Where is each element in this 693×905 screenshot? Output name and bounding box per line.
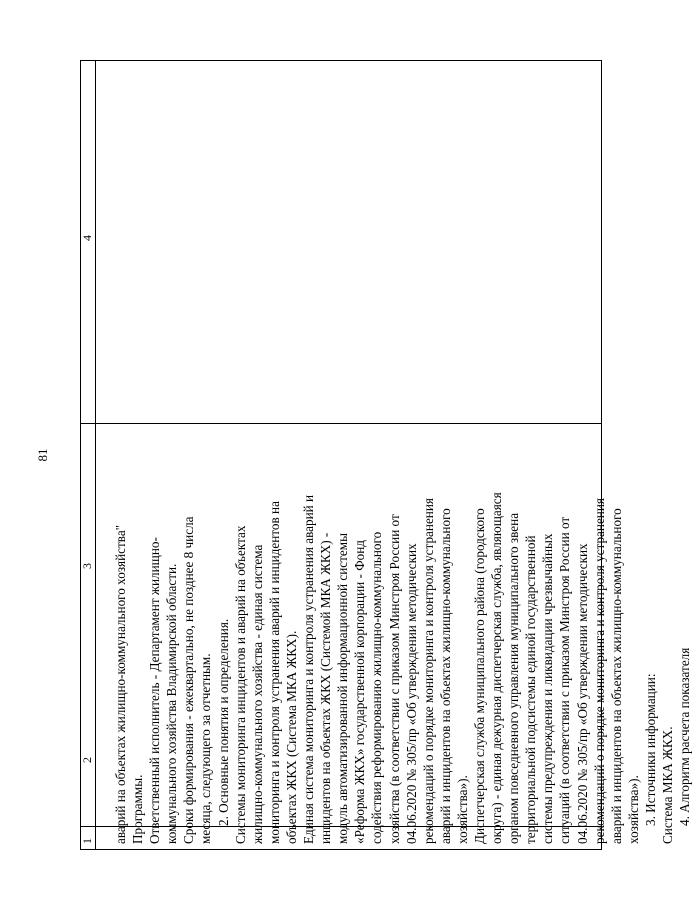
column-4-cell: [110, 64, 693, 848]
cell-text-line: Диспетчерская служба муниципального района (городского: [471, 508, 487, 844]
column-number-1: 1: [80, 838, 94, 844]
cell-text-line: модуль автоматизированной информационной системы: [335, 533, 351, 844]
cell-text-line: объектах ЖКХ (Система МКА ЖКХ).: [283, 630, 299, 844]
cell-text-line: инцидентов на объектах ЖКХ (Системой МКА ЖКХ) -: [318, 532, 334, 844]
cell-text-line: хозяйства (в соответствии с приказом Минстроя России от: [386, 514, 402, 844]
cell-text-line: Единая система мониторинга и контроля устранения аварий и: [301, 494, 317, 844]
column-number-4: 4: [80, 235, 94, 241]
cell-text-line: коммунального хозяйства Владимирской области.: [164, 563, 180, 844]
cell-text-line: хозяйства»).: [454, 775, 470, 844]
header-row-divider: [95, 61, 96, 849]
cell-text-line: ситуаций (в соответствии с приказом Минстроя России от: [557, 516, 573, 844]
cell-text-line: органом повседневного управления муниципального звена: [506, 512, 522, 844]
cell-text-line: месяца, следующего за отчетным.: [198, 653, 214, 844]
cell-text-line: 3. Источники информации:: [642, 673, 658, 826]
cell-text-line: 04.06.2020 № 305/пр «Об утверждении методических: [403, 543, 419, 844]
cell-text-line: Сроки формирования - ежеквартально, не позднее 8 числа: [181, 516, 197, 844]
cell-text-line: Система МКА ЖКХ.: [660, 726, 675, 844]
cell-text-line: Программы.: [130, 774, 146, 844]
cell-text-line: территориальной подсистемы единой государственной: [523, 535, 539, 844]
cell-text-line: аварий и инцидентов на объектах жилищно-коммунального: [608, 508, 624, 844]
cell-text-line: системы предупреждения и ликвидации чрезвычайных: [540, 533, 556, 844]
cell-text-line: 04.06.2020 № 305/пр «Об утверждении методических: [574, 543, 590, 844]
cell-text-line: аварий и инцидентов на объектах жилищно-коммунального: [437, 508, 453, 844]
cell-text-line: содействия реформированию жилищно-коммунального: [369, 531, 385, 844]
page-number: 81: [35, 448, 50, 462]
cell-text-line: рекомендаций о порядке мониторинга и контроля устранения: [420, 498, 436, 844]
cell-text-line: 4. Алгоритм расчета показателя: [677, 647, 693, 826]
column-4-text: [110, 64, 693, 848]
cell-text-line: Системы мониторинга инцидентов и аварий на объектах: [232, 525, 248, 844]
column-number-2: 2: [80, 757, 94, 763]
cell-text-line: хозяйства»).: [625, 775, 641, 844]
cell-text-line: мониторинга и контроля устранения аварий и инцидентов на: [266, 501, 282, 844]
cell-text-line: аварий на объектах жилищно-коммунального хозяйства": [113, 524, 128, 844]
cell-text-line: округа) - единая дежурная диспетчерская служба, являющаяся: [489, 492, 505, 844]
cell-text-line: «Реформа ЖКХ» государственной корпорации - Фонд: [352, 540, 368, 844]
column-number-3: 3: [80, 563, 94, 569]
cell-text-line: 2. Основные понятия и определения.: [215, 618, 231, 826]
cell-text-line: жилищно-коммунального хозяйства - единая система: [249, 544, 265, 844]
cell-text-line: Ответственный исполнитель - Департамент жилищно-: [147, 537, 163, 844]
cell-text-line: рекомендаций о порядке мониторинга и контроля устранения: [591, 498, 607, 844]
